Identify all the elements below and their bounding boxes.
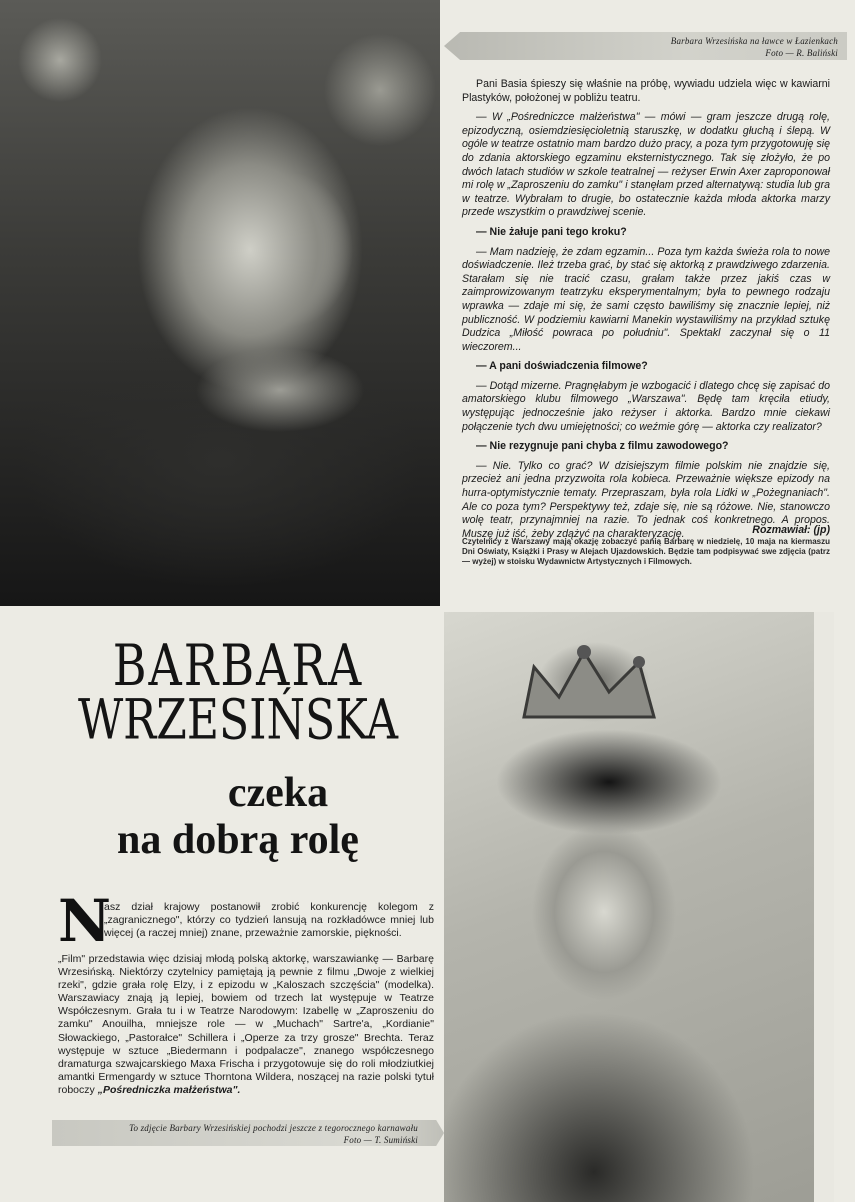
intro-dropcap: N — [58, 887, 112, 955]
crown-icon — [514, 642, 664, 722]
interview-paragraph: — A pani doświadczenia filmowe? — [476, 360, 648, 373]
headline-subtitle-line2: na dobrą rolę — [117, 817, 359, 863]
interview-article — [462, 78, 830, 547]
bottom-photo-caption-credit: Foto — T. Sumiński — [343, 1135, 418, 1145]
interview-paragraph: — Nie. Tylko co grać? W dzisiejszym filmie polskim nie znajdzie się, przecież ani jedna przyzwoita rola kobieca. Przeważnie większe epizody na hurra-optymistycznie tematy. Przepraszam, była rola Lidki w „Pożegnaniach". Ale co poza tym? Perspektywy też, zdaje się, nie są różowe. Nie, stanowczo wolę teatr, przynajmniej na razie. To jednak coś konkretnego. A propos. Muszę już iść, żeby zdążyć na charakteryzację. — [462, 459, 830, 540]
intro-first-lines: asz dział krajowy postanowił zrobić konkurencję kolegom z „zagranicznego", którzy co tydzień lansują na rozkładówce mniej lub więcej (a raczej mniej) znane, przeważnie zamorskie, piękności. — [104, 901, 434, 940]
photo-barbara-carnival — [444, 612, 834, 1202]
headline-first-name: BARBARA — [112, 631, 364, 699]
bottom-photo-caption — [62, 1122, 418, 1146]
top-photo-caption-line1: Barbara Wrzesińska na ławce w Łazienkach — [670, 36, 838, 46]
interview-paragraph: — Nie rezygnuje pani chyba z filmu zawodowego? — [476, 440, 729, 453]
intro-body-title: „Pośredniczka małżeństwa". — [97, 1083, 241, 1096]
interview-paragraph: Pani Basia śpieszy się właśnie na próbę, wywiadu udziela więc w kawiarni Plastyków, położonej w pobliżu teatru. — [462, 78, 830, 104]
interview-paragraph: — W „Pośredniczce małżeństwa" — mówi — gram jeszcze drugą rolę, epizodyczną, osiemdziesięcioletnią staruszkę, w dodatku głuchą i ślepą. W ogóle w teatrze ostatnio mam bardzo dużo pracy, a poza tym przygotowuję się do zdania aktorskiego egzaminu eksternistycznego. Tak się złożyło, że po dwóch latach studiów w szkole teatralnej — reżyser Erwin Axer zaproponował mi rolę w „Zaproszeniu do zamku" i stanęłam przed alternatywą: studia lub gra w teatrze. Wybrałam to drugie, bo ostatecznie każda młoda aktorka marzy przede wszystkim o prawdziwej scenie. — [462, 111, 830, 219]
readers-note: Czytelnicy z Warszawy mają okazję zobaczyć panią Barbarę w niedzielę, 10 maja na kiermaszu Dni Oświaty, Książki i Prasy w Alejach Ujazdowskich. Będzie tam podpisywać swe zdjęcia (patrz — wyżej) w stoisku Wydawnictw Artystycznych i Filmowych. — [462, 537, 830, 566]
interview-paragraph: — Nie żałuje pani tego kroku? — [476, 225, 627, 238]
photo-edge — [814, 612, 834, 1202]
interview-paragraph: — Dotąd mizerne. Pragnęłabym je wzbogacić i dlatego chcę się zapisać do amatorskiego klubu filmowego „Warszawa". Będę tam kręciła etiudy, występując jednocześnie jako reżyser i aktorka. Bardzo mnie ciekawi połączenie tych dwu umiejętności; co weźmie górę — aktorka czy realizator? — [462, 379, 830, 433]
top-photo-caption-credit: Foto — R. Baliński — [765, 48, 838, 58]
intro-body — [58, 953, 434, 1097]
interview-signature: Rozmawiał: (jp) — [752, 524, 830, 536]
top-photo-caption — [470, 35, 838, 59]
headline-subtitle-line1: czeka — [227, 770, 329, 816]
intro-body-text: „Film" przedstawia więc dzisiaj młodą polską aktorkę, warszawiankę — Barbarę Wrzesińską. Niektórzy czytelnicy pamiętają ją pewnie z filmu „Dwoje z wielkiej rzeki", gdzie grała rolę Elzy, i z epizodu w „Kaloszach szczęścia" (modelka). Warszawiacy znają ją lepiej, bowiem od trzech lat występuje w Teatrze Współczesnym. Grała tu i w Teatrze Narodowym: Izabellę w „Zaproszeniu do zamku" Anouilha, mniejsze role — w „Muchach" Sartre'a, „Kordianie" Słowackiego, „Pastorałce" Schillera i „Operze za trzy grosze" Brechta. Teraz występuje w sztuce „Biedermann i podpalacze", znanego współczesnego dramaturga szwajcarskiego Maxa Frischa i przygotowuje się do roli młodziutkiej amantki Ermengardy w sztuce Thorntona Wildera, noszącej na razie polski tytuł roboczy — [58, 953, 434, 1096]
interview-signature-wrap — [462, 520, 830, 538]
interview-paragraph: — Mam nadzieję, że zdam egzamin... Poza tym każda świeża rola to nowe doświadczenie. Ileż trzeba grać, by stać się aktorką z prawdziwego zdarzenia. Starałam się nie tracić czasu, grałam także przez jakiś czas w zaimprowizowanym teatrzyku eksperymentalnym; była to pewnego rodzaju wprawka — zdaje mi się, że sami często bawiliśmy się znacznie lepiej, niż publiczność. W podziemiu kawiarni Manekin wystawiliśmy na przykład sztukę Dudzica „Miłość powraca po południu". Spektakl zaczynał się o 11 wieczorem... — [462, 245, 830, 353]
headline-last-name: WRZESIŃSKA — [77, 688, 399, 753]
photo-barbara-bench — [0, 0, 440, 606]
bottom-photo-caption-line1: To zdjęcie Barbary Wrzesińskiej pochodzi jeszcze z tegorocznego karnawału — [129, 1123, 418, 1133]
